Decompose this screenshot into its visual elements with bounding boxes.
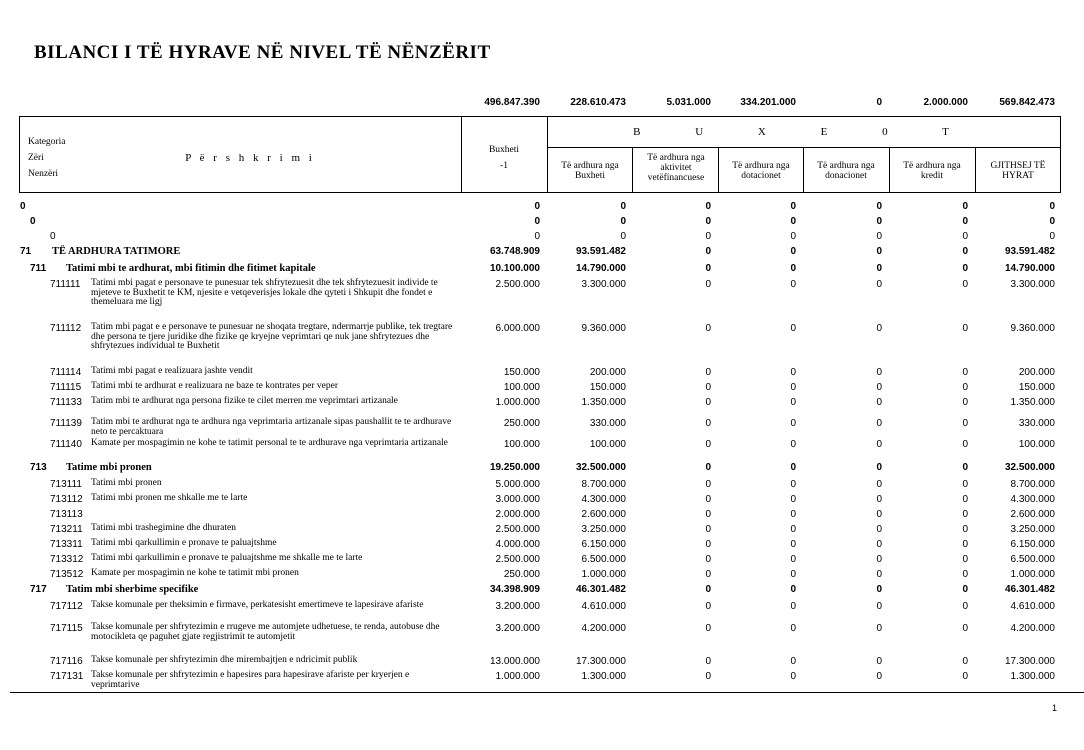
- row-value: 330.000: [589, 418, 626, 429]
- row-value: 0: [790, 263, 796, 274]
- row-value: 150.000: [503, 367, 540, 378]
- row-value: 0: [790, 524, 796, 535]
- row-value: 17.300.000: [575, 656, 626, 667]
- row-value: 0: [705, 439, 711, 450]
- row-value: 0: [705, 539, 711, 550]
- row-value: 0: [876, 367, 882, 378]
- row-value: 200.000: [1018, 367, 1055, 378]
- row-value: 100.000: [503, 382, 540, 393]
- row-value: 0: [876, 671, 882, 682]
- row-value: 0: [790, 509, 796, 520]
- row-value: 0: [876, 524, 882, 535]
- header-zeri: Zëri: [28, 153, 44, 163]
- row-value: 0: [790, 539, 796, 550]
- row-value: 32.500.000: [575, 462, 626, 473]
- row-value: 0: [705, 524, 711, 535]
- row-description: TË ARDHURA TATIMORE: [52, 246, 181, 257]
- row-value: 0: [962, 671, 968, 682]
- header-pershkrimi: P ë r s h k r i m i: [185, 152, 315, 164]
- row-value: 0: [962, 623, 968, 634]
- row-description: Tatim mbi sherbime specifike: [66, 584, 199, 595]
- row-value: 1.300.000: [581, 671, 626, 682]
- row-value: 0: [876, 382, 882, 393]
- row-value: 0: [962, 367, 968, 378]
- row-value: 0: [705, 279, 711, 290]
- row-value: 0: [962, 397, 968, 408]
- header-nenzeri: Nenzëri: [28, 169, 59, 179]
- row-value: 9.360.000: [1010, 323, 1055, 334]
- row-value: 0: [962, 382, 968, 393]
- row-value: 0: [962, 246, 968, 257]
- row-code: 713312: [50, 554, 84, 565]
- row-value: 14.790.000: [575, 263, 626, 274]
- row-value: 6.500.000: [581, 554, 626, 565]
- row-value: 1.000.000: [495, 397, 540, 408]
- row-value: 0: [790, 323, 796, 334]
- row-value: 3.250.000: [1010, 524, 1055, 535]
- row-value: 2.000.000: [495, 509, 540, 520]
- row-value: 0: [705, 656, 711, 667]
- row-value: 0: [790, 494, 796, 505]
- row-value: 0: [962, 279, 968, 290]
- row-value: 0: [876, 397, 882, 408]
- row-value: 0: [705, 246, 711, 257]
- row-code: 711139: [50, 418, 82, 429]
- row-value: 0: [876, 201, 882, 212]
- row-value: 4.610.000: [581, 601, 626, 612]
- row-value: 2.500.000: [495, 279, 540, 290]
- row-value: 0: [705, 216, 711, 227]
- row-value: 8.700.000: [581, 479, 626, 490]
- row-code: 713111: [50, 479, 82, 490]
- row-code: 713: [30, 462, 47, 473]
- row-value: 0: [790, 279, 796, 290]
- row-value: 0: [876, 231, 882, 242]
- row-description: Kamate per mospagimin ne kohe te tatimit personal te te ardhurave nga veprimtaria artizanale: [91, 438, 448, 448]
- row-value: 0: [962, 231, 968, 242]
- row-value: 0: [790, 554, 796, 565]
- row-value: 3.200.000: [495, 623, 540, 634]
- row-value: 19.250.000: [489, 462, 540, 473]
- row-value: 1.300.000: [1010, 671, 1055, 682]
- row-value: 0: [705, 201, 711, 212]
- row-value: 4.200.000: [581, 623, 626, 634]
- row-code: 713512: [50, 569, 84, 580]
- row-value: 0: [790, 397, 796, 408]
- row-value: 0: [705, 671, 711, 682]
- row-value: 17.300.000: [1004, 656, 1055, 667]
- row-value: 0: [790, 601, 796, 612]
- header-buxhet-group: B U X E 0 T: [633, 126, 975, 138]
- row-code: 711140: [50, 439, 82, 450]
- row-description: Tatimi mbi pronen: [91, 478, 162, 488]
- row-code: 711112: [50, 323, 82, 334]
- row-value: 0: [705, 584, 711, 595]
- row-value: 63.748.909: [489, 246, 540, 257]
- row-value: 13.000.000: [489, 656, 540, 667]
- row-value: 0: [962, 554, 968, 565]
- page-number: 1: [1051, 703, 1057, 713]
- total-buxheti: 496.847.390: [484, 97, 540, 108]
- row-value: 0: [705, 569, 711, 580]
- header-buxheti-sub: -1: [500, 161, 508, 171]
- row-code: 711133: [50, 397, 82, 408]
- row-code: 717131: [50, 671, 84, 682]
- row-value: 0: [620, 231, 626, 242]
- row-value: 0: [705, 323, 711, 334]
- row-code: 711115: [50, 382, 82, 393]
- row-description: Tatim mbi te ardhurat nga persona fizike te cilet merren me veprimtari artizanale: [91, 396, 398, 406]
- total-donacionet: 0: [876, 97, 882, 108]
- row-value: 0: [534, 201, 540, 212]
- row-code: 713311: [50, 539, 83, 550]
- row-code: 713112: [50, 494, 83, 505]
- row-description: Tatim mbi pagat e e personave te punesuar ne shoqata tregtare, ndermarrje publike, tek tregtare dhe persona te tjere juridike dhe fizike qe kryejne veprimtari qe nuk jane shfrytezues dhe shfrytezues individual te Buxhetit: [91, 322, 453, 351]
- row-description: Tatimi mbi pronen me shkalle me te larte: [91, 493, 248, 503]
- row-code: 71: [20, 246, 32, 257]
- row-value: 0: [1049, 216, 1055, 227]
- row-value: 0: [962, 569, 968, 580]
- row-value: 6.150.000: [581, 539, 626, 550]
- total-buxheti-col: 228.610.473: [570, 97, 626, 108]
- row-value: 2.500.000: [495, 524, 540, 535]
- row-value: 0: [876, 418, 882, 429]
- row-value: 250.000: [503, 418, 540, 429]
- row-code: 0: [20, 201, 26, 212]
- row-value: 4.300.000: [1010, 494, 1055, 505]
- row-value: 2.500.000: [495, 554, 540, 565]
- row-value: 0: [962, 494, 968, 505]
- row-code: 711111: [50, 279, 81, 290]
- row-code: 713211: [50, 524, 83, 535]
- row-value: 0: [790, 569, 796, 580]
- row-description: Takse komunale per shfrytezimin dhe mirembajtjen e ndricimit publik: [91, 655, 358, 665]
- row-code: 717116: [50, 656, 83, 667]
- page-title: BILANCI I TË HYRAVE NË NIVEL TË NËNZËRIT: [34, 42, 491, 63]
- row-value: 0: [790, 479, 796, 490]
- row-value: 8.700.000: [1010, 479, 1055, 490]
- row-value: 0: [705, 263, 711, 274]
- row-value: 0: [962, 418, 968, 429]
- row-value: 0: [962, 216, 968, 227]
- header-col-donacionet: Të ardhura nga donacionet: [817, 161, 875, 181]
- row-description: Tatim mbi te ardhurat nga te ardhura nga veprimtaria artizanale sipas paushallit te te ardhurave neto te percaktuara: [91, 417, 452, 437]
- row-description: Tatime mbi pronen: [66, 462, 152, 473]
- row-value: 0: [962, 539, 968, 550]
- row-code: 0: [30, 216, 36, 227]
- row-value: 5.000.000: [495, 479, 540, 490]
- row-value: 4.200.000: [1010, 623, 1055, 634]
- row-value: 46.301.482: [1004, 584, 1055, 595]
- row-value: 1.000.000: [1010, 569, 1055, 580]
- row-description: Tatimi mbi te ardhurat, mbi fitimin dhe fitimet kapitale: [66, 263, 316, 274]
- total-dotacionet: 334.201.000: [740, 97, 796, 108]
- totals-row: [0, 97, 1084, 111]
- row-value: 0: [790, 231, 796, 242]
- table-header: [19, 116, 1061, 193]
- row-value: 0: [876, 494, 882, 505]
- row-value: 0: [876, 479, 882, 490]
- row-value: 0: [876, 569, 882, 580]
- row-value: 93.591.482: [575, 246, 626, 257]
- row-value: 6.000.000: [495, 323, 540, 334]
- row-value: 14.790.000: [1004, 263, 1055, 274]
- row-value: 250.000: [503, 569, 540, 580]
- header-buxheti: Buxheti: [488, 145, 520, 155]
- row-value: 0: [790, 246, 796, 257]
- header-kategoria: Kategoria: [28, 137, 66, 147]
- row-value: 3.000.000: [495, 494, 540, 505]
- row-value: 0: [534, 231, 540, 242]
- row-description: Takse komunale per shfrytezimin e rrugeve me automjete udhetuese, te renda, autobuse dhe motocikleta qe paguhet gjate regjistrimit te automjetit: [91, 622, 440, 642]
- row-value: 0: [705, 479, 711, 490]
- row-value: 0: [620, 201, 626, 212]
- total-gjithsej: 569.842.473: [999, 97, 1055, 108]
- row-value: 3.300.000: [581, 279, 626, 290]
- row-value: 150.000: [589, 382, 626, 393]
- row-value: 0: [876, 623, 882, 634]
- divider: [10, 692, 1084, 693]
- row-value: 0: [705, 418, 711, 429]
- row-value: 0: [790, 382, 796, 393]
- row-value: 0: [876, 539, 882, 550]
- row-value: 0: [790, 656, 796, 667]
- row-value: 0: [962, 323, 968, 334]
- row-value: 3.300.000: [1010, 279, 1055, 290]
- row-value: 0: [962, 601, 968, 612]
- header-col-buxheti: Të ardhura nga Buxheti: [561, 161, 619, 181]
- row-value: 0: [876, 439, 882, 450]
- row-value: 46.301.482: [575, 584, 626, 595]
- row-value: 0: [705, 623, 711, 634]
- row-value: 0: [705, 494, 711, 505]
- row-code: 0: [50, 231, 56, 242]
- row-value: 0: [534, 216, 540, 227]
- row-value: 0: [790, 462, 796, 473]
- row-value: 0: [1049, 201, 1055, 212]
- row-value: 0: [705, 367, 711, 378]
- row-value: 32.500.000: [1004, 462, 1055, 473]
- row-value: 0: [790, 584, 796, 595]
- row-value: 3.200.000: [495, 601, 540, 612]
- row-value: 0: [962, 656, 968, 667]
- row-value: 0: [705, 554, 711, 565]
- row-value: 0: [705, 509, 711, 520]
- row-description: Tatimi mbi pagat e personave te punesuar tek shfrytezuesit dhe tek shfrytezuesit individe te mjeteve te Buxhetit te KM, njesite e vetqeverisjes lokale dhe qyteti i Shkupit dhe fondet e themeluara me ligj: [91, 278, 438, 307]
- row-value: 4.000.000: [495, 539, 540, 550]
- row-value: 0: [876, 216, 882, 227]
- row-value: 0: [790, 439, 796, 450]
- row-value: 0: [705, 601, 711, 612]
- row-value: 34.398.909: [489, 584, 540, 595]
- row-value: 0: [790, 367, 796, 378]
- row-value: 0: [876, 554, 882, 565]
- row-value: 0: [876, 462, 882, 473]
- row-description: Takse komunale per shfrytezimin e hapesires para hapesirave afariste per kryerjen e veprimtarive: [91, 670, 410, 690]
- row-value: 0: [962, 201, 968, 212]
- row-value: 2.600.000: [581, 509, 626, 520]
- row-value: 4.300.000: [581, 494, 626, 505]
- row-description: Tatimi mbi trashegimine dhe dhuraten: [91, 523, 236, 533]
- row-value: 100.000: [589, 439, 626, 450]
- row-value: 0: [876, 584, 882, 595]
- header-col-dotacionet: Të ardhura nga dotacionet: [732, 161, 790, 181]
- row-value: 330.000: [1018, 418, 1055, 429]
- row-value: 150.000: [1018, 382, 1055, 393]
- row-description: Tatimi mbi pagat e realizuara jashte vendit: [91, 366, 253, 376]
- row-description: Tatimi mbi te ardhurat e realizuara ne baze te kontrates per veper: [91, 381, 338, 391]
- header-col-kredit: Të ardhura nga kredit: [903, 161, 961, 181]
- row-value: 1.350.000: [581, 397, 626, 408]
- row-description: Tatimi mbi qarkullimin e pronave te paluajtshme: [91, 538, 277, 548]
- row-value: 0: [962, 439, 968, 450]
- row-code: 717: [30, 584, 47, 595]
- row-value: 0: [876, 509, 882, 520]
- row-code: 717112: [50, 601, 83, 612]
- row-value: 0: [705, 462, 711, 473]
- row-value: 100.000: [503, 439, 540, 450]
- row-value: 0: [705, 382, 711, 393]
- row-value: 3.250.000: [581, 524, 626, 535]
- row-value: 0: [962, 263, 968, 274]
- row-value: 0: [962, 462, 968, 473]
- row-value: 0: [790, 671, 796, 682]
- row-value: 4.610.000: [1010, 601, 1055, 612]
- row-code: 711: [30, 263, 47, 274]
- row-value: 0: [790, 418, 796, 429]
- row-value: 0: [876, 279, 882, 290]
- row-description: Kamate per mospagimin ne kohe te tatimit mbi pronen: [91, 568, 299, 578]
- row-value: 1.350.000: [1010, 397, 1055, 408]
- row-value: 9.360.000: [581, 323, 626, 334]
- row-value: 0: [962, 479, 968, 490]
- row-value: 6.500.000: [1010, 554, 1055, 565]
- row-value: 0: [962, 509, 968, 520]
- row-description: Takse komunale per theksimin e firmave, perkatesisht emertimeve te lapesirave afariste: [91, 600, 424, 610]
- row-value: 1.000.000: [495, 671, 540, 682]
- row-value: 93.591.482: [1004, 246, 1055, 257]
- total-vetefinancuese: 5.031.000: [666, 97, 711, 108]
- row-value: 6.150.000: [1010, 539, 1055, 550]
- row-value: 0: [876, 656, 882, 667]
- row-value: 0: [705, 397, 711, 408]
- header-col-vetefinancuese: Të ardhura nga aktivitet vetëfinancuese: [647, 153, 705, 183]
- row-value: 0: [790, 201, 796, 212]
- row-value: 0: [1049, 231, 1055, 242]
- row-value: 0: [705, 231, 711, 242]
- row-value: 1.000.000: [581, 569, 626, 580]
- row-value: 0: [876, 246, 882, 257]
- row-value: 10.100.000: [489, 263, 540, 274]
- header-col-gjithsej: GJITHSEJ TË HYRAT: [990, 161, 1046, 181]
- row-value: 0: [962, 584, 968, 595]
- row-description: Tatimi mbi qarkullimin e pronave te paluajtshme me shkalle me te larte: [91, 553, 363, 563]
- row-value: 0: [876, 263, 882, 274]
- row-code: 711114: [50, 367, 82, 378]
- row-value: 0: [620, 216, 626, 227]
- row-value: 0: [876, 323, 882, 334]
- row-code: 717115: [50, 623, 83, 634]
- row-value: 0: [962, 524, 968, 535]
- row-value: 0: [790, 623, 796, 634]
- row-value: 0: [790, 216, 796, 227]
- row-value: 200.000: [589, 367, 626, 378]
- row-value: 100.000: [1018, 439, 1055, 450]
- row-value: 0: [876, 601, 882, 612]
- total-kredit: 2.000.000: [923, 97, 968, 108]
- row-value: 2.600.000: [1010, 509, 1055, 520]
- row-code: 713113: [50, 509, 83, 520]
